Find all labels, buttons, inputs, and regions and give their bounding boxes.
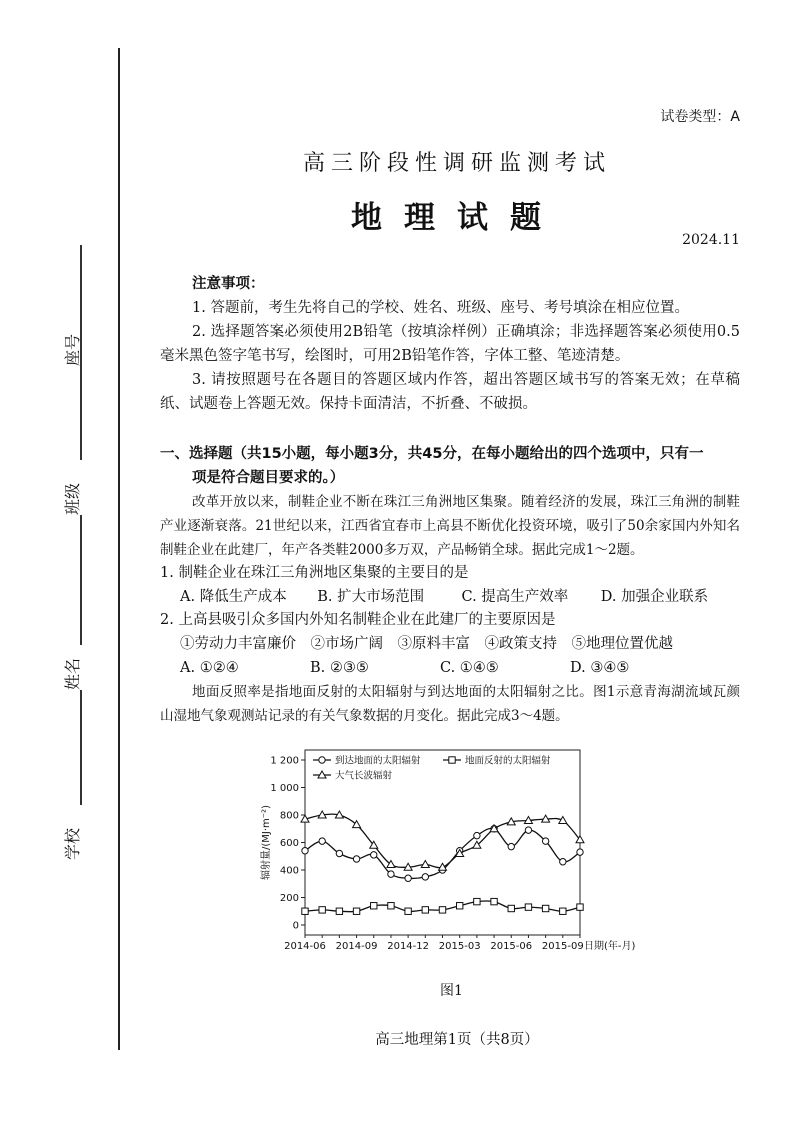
series-2-point: [508, 905, 514, 911]
option-a: A. ①②④: [180, 660, 239, 676]
series-1-point: [474, 832, 480, 838]
series-2-point: [577, 904, 583, 910]
series-1-point: [353, 856, 359, 862]
y-tick-label: 800: [279, 810, 299, 822]
notice-item: 3. 请按照题号在各题目的答题区域内作答，超出答题区域书写的答案无效；在草稿纸、试题卷上答题无效。保持卡面清洁，不折叠、不破损。: [160, 372, 740, 412]
y-tick-label: 200: [279, 893, 299, 904]
question-2-stem: 2. 上高县吸引众多国内外知名制鞋企业在此建厂的主要原因是: [160, 612, 556, 628]
series-2-point: [456, 903, 462, 909]
notice-list: [160, 296, 740, 416]
series-1-point: [542, 838, 548, 844]
y-tick-label: 1 200: [270, 755, 299, 767]
x-tick-label: 2015-03: [438, 941, 481, 952]
notice-item: 1. 答题前，考生先将自己的学校、姓名、班级、座号、考号填涂在相应位置。: [192, 300, 689, 316]
x-tick-label: 2014-12: [387, 941, 430, 952]
notice-item: 2. 选择题答案必须使用2B铅笔（按填涂样例）正确填涂；非选择题答案必须使用0.5毫米黑色签字笔书写，绘图时，可用2B铅笔作答，字体工整、笔迹清楚。: [160, 324, 740, 364]
name-underline: [80, 515, 82, 645]
section-heading-line1: 一、选择题（共15小题，每小题3分，共45分，在每小题给出的四个选项中，只有一: [160, 446, 704, 462]
option-a: A. 降低生产成本: [180, 589, 287, 605]
series-2-point: [336, 908, 342, 914]
name-label: 姓名: [63, 657, 82, 690]
section-heading: [160, 442, 740, 490]
seat-field: [60, 334, 83, 366]
legend-marker: [449, 757, 455, 763]
series-2-point: [560, 908, 566, 914]
series-2-point: [525, 904, 531, 910]
series-1-point: [577, 849, 583, 855]
school-field: [60, 828, 83, 860]
x-tick-label: 2014-09: [335, 941, 378, 952]
question-1-options: [160, 585, 740, 609]
legend-label: 到达地面的太阳辐射: [335, 755, 421, 767]
x-tick-label: 2015-06: [490, 941, 533, 952]
school-label: 学校: [63, 827, 82, 860]
series-1-point: [560, 859, 566, 865]
class-field: [60, 483, 83, 515]
notice-heading: 注意事项：: [192, 276, 265, 292]
series-3-point: [559, 817, 567, 824]
x-tick-label: 2015-09: [541, 941, 584, 952]
series-1-point: [302, 848, 308, 854]
series-2-point: [542, 905, 548, 911]
paper-type: 试卷类型：A: [660, 109, 740, 125]
page-footer: 高三地理第1页（共8页）: [375, 1032, 539, 1048]
exam-date: 2024.11: [682, 232, 740, 248]
option-c: C. ①④⑤: [440, 660, 499, 676]
name-field: [60, 658, 83, 690]
question-2-items: ①劳动力丰富廉价 ②市场广阔 ③原料丰富 ④政策支持 ⑤地理位置优越: [180, 636, 673, 652]
x-axis-label: 日期(年-月): [584, 941, 636, 952]
series-line-3: [305, 814, 580, 868]
y-axis-label: 辐射量/(MJ·m⁻²): [261, 805, 272, 880]
series-1-point: [371, 852, 377, 858]
series-2-point: [302, 908, 308, 914]
section-heading-line2: 项是符合题目要求的。）: [192, 470, 345, 486]
series-3-point: [421, 861, 429, 868]
y-tick-label: 600: [279, 838, 299, 849]
series-1-point: [405, 875, 411, 881]
seat-label: 座号: [63, 333, 82, 366]
series-1-point: [508, 843, 514, 849]
question-2-options: [160, 656, 740, 680]
option-c: C. 提高生产效率: [461, 589, 569, 605]
series-1-point: [388, 871, 394, 877]
series-2-point: [405, 908, 411, 914]
series-1-point: [336, 850, 342, 856]
question-1-stem: 1. 制鞋企业在珠江三角洲地区集聚的主要目的是: [160, 565, 469, 581]
series-2-point: [422, 907, 428, 913]
series-2-point: [353, 908, 359, 914]
school-underline: [80, 690, 82, 805]
figure-caption: 图1: [440, 983, 463, 999]
material-1: 改革开放以来，制鞋企业不断在珠江三角洲地区集聚。随着经济的发展，珠江三角洲的制鞋产业逐渐衰落。21世纪以来，江西省宜春市上高县不断优化投资环境，吸引了50余家国内外知名制鞋企业在此建厂，年产各类鞋2000多万双，产品畅销全球。据此完成1～2题。: [160, 494, 740, 558]
option-d: D. ③④⑤: [570, 660, 630, 676]
x-tick-label: 2014-06: [284, 941, 326, 952]
radiation-chart: [255, 738, 655, 968]
series-2-point: [474, 898, 480, 904]
legend-label: 大气长波辐射: [335, 770, 393, 782]
option-b: B. ②③⑤: [310, 660, 369, 676]
series-1-point: [525, 827, 531, 833]
option-b: B. 扩大市场范围: [317, 589, 425, 605]
y-tick-label: 400: [279, 865, 299, 877]
exam-title: 高三阶段性调研监测考试: [302, 151, 611, 176]
y-tick-label: 0: [292, 920, 299, 932]
legend-label: 地面反射的太阳辐射: [465, 755, 551, 767]
legend-marker: [319, 757, 325, 763]
option-d: D. 加强企业联系: [600, 589, 709, 605]
series-2-point: [491, 898, 497, 904]
series-1-point: [319, 838, 325, 844]
series-2-point: [319, 907, 325, 913]
material-2: 地面反照率是指地面反射的太阳辐射与到达地面的太阳辐射之比。图1示意青海湖流域瓦颜山湿地气象观测站记录的有关气象数据的月变化。据此完成3～4题。: [160, 684, 740, 724]
series-2-point: [388, 903, 394, 909]
series-2-point: [371, 903, 377, 909]
series-1-point: [422, 874, 428, 880]
class-label: 班级: [63, 482, 82, 515]
series-2-point: [439, 907, 445, 913]
subject-title: 地理试题: [351, 200, 563, 236]
y-tick-label: 1 000: [270, 783, 299, 794]
